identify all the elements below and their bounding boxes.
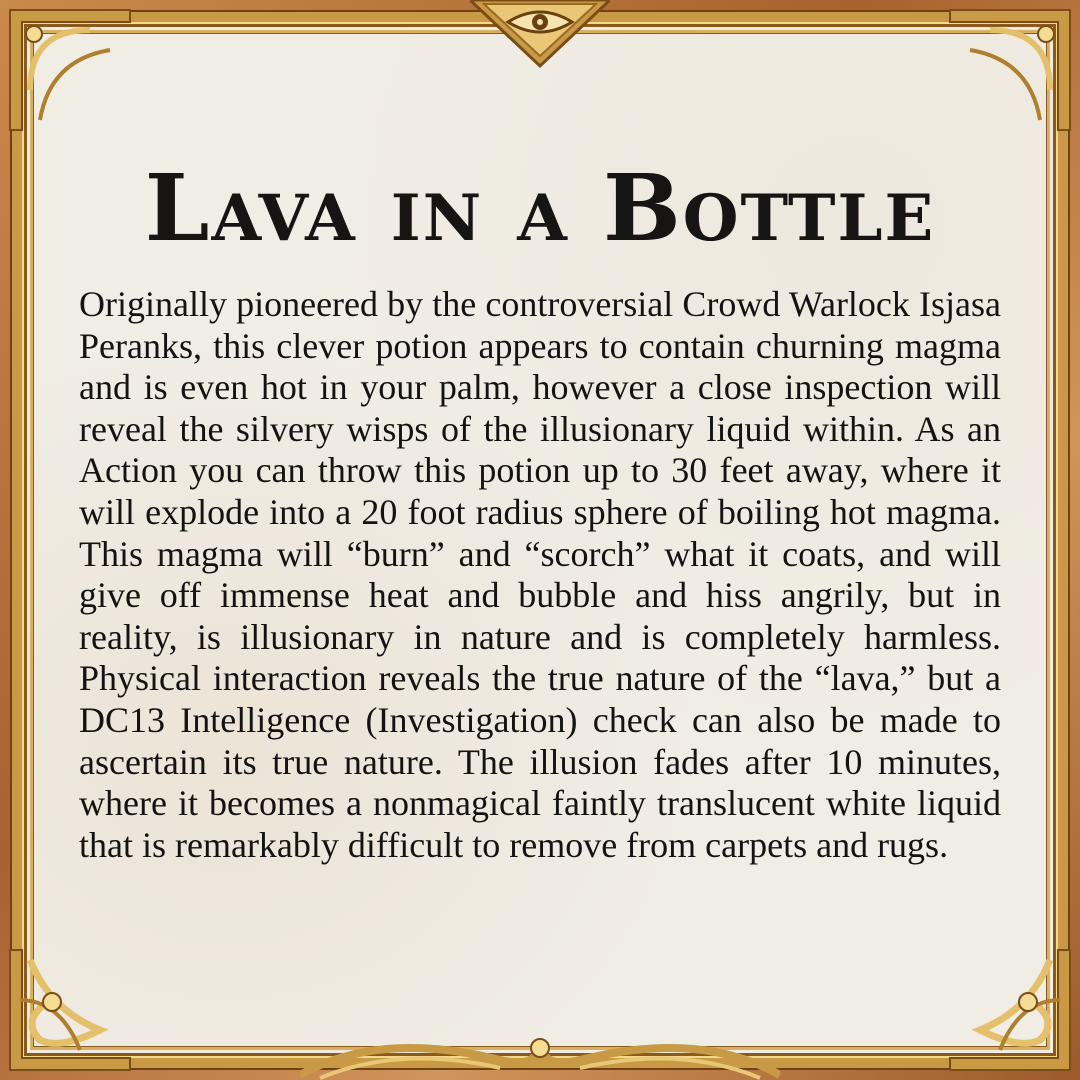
corner-flourish-top-left [0, 0, 140, 140]
corner-flourish-bottom-right [940, 940, 1080, 1080]
item-description: Originally pioneered by the controversial Crowd Warlock Isjasa Peranks, this clever potion appears to contain churning magma and is even hot in your palm, however a close inspection will reveal the silvery wisps of the illusionary liquid within. As an Action you can throw this potion up to 30 feet away, where it will explode into a 20 foot radius sphere of boiling hot magma. This magma will “burn” and “scorch” what it coats, and will give off immense heat and bubble and hiss angrily, but in reality, is illusionary in nature and is completely harmless. Physical interaction reveals the true nature of the “lava,” but a DC13 Intelligence (Investigation) check can also be made to ascertain its true nature. The illusion fades after 10 minutes, where it becomes a nonmagical faintly translucent white liquid that is remarkably difficult to remove from carpets and rugs. [79, 284, 1001, 865]
corner-flourish-bottom-left [0, 940, 140, 1080]
bottom-flourish [300, 1020, 780, 1080]
item-title: Lava in a Bottle [144, 153, 936, 262]
eye-icon [470, 0, 610, 70]
corner-flourish-top-right [940, 0, 1080, 140]
